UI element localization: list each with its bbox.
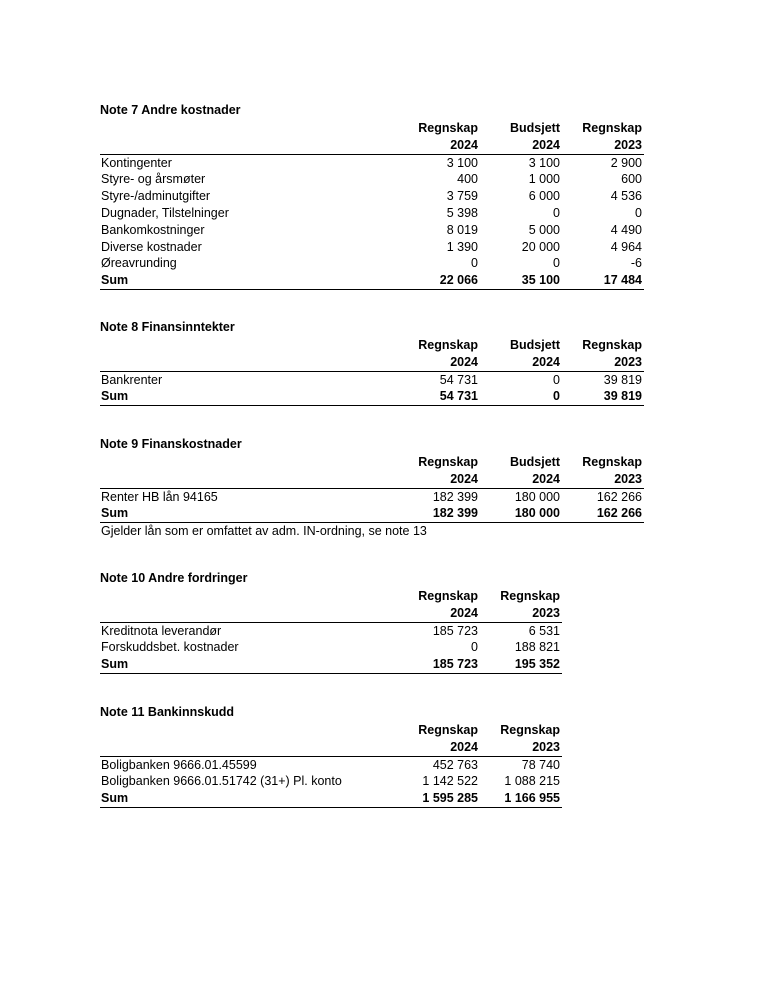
row-value: 2 900	[610, 155, 642, 170]
row-label: Kreditnota leverandør	[101, 623, 222, 638]
row-value: 5 000	[528, 222, 560, 237]
row-value: 78 740	[521, 757, 560, 772]
row-value: 0	[635, 205, 642, 220]
header-row	[100, 739, 562, 756]
sum-row	[100, 272, 644, 290]
row-value: 1 088 215	[504, 774, 560, 789]
column-header: Regnskap	[582, 338, 642, 352]
row-label: Boligbanken 9666.01.51742 (31+) Pl. konto	[101, 774, 342, 789]
table-row	[100, 639, 562, 656]
row-value: 39 819	[603, 372, 642, 387]
row-label: Forskuddsbet. kostnader	[101, 640, 239, 655]
column-header: 2024	[532, 137, 560, 152]
row-value: 0	[553, 256, 560, 271]
row-value: 3 100	[528, 155, 560, 170]
row-label: Kontingenter	[101, 155, 172, 170]
table-row	[100, 488, 644, 506]
row-value: 4 536	[610, 189, 642, 204]
column-header: Regnskap	[582, 455, 642, 469]
row-value: 400	[457, 172, 478, 187]
table-row	[100, 773, 562, 790]
column-header: Budsjett	[510, 455, 560, 469]
column-header: 2024	[450, 605, 478, 620]
header-row	[100, 588, 562, 605]
sum-label: Sum	[101, 389, 129, 404]
sum-value: 1 595 285	[422, 791, 478, 806]
row-label: Boligbanken 9666.01.45599	[101, 757, 257, 772]
row-label: Styre- og årsmøter	[101, 172, 206, 187]
row-label: Bankrenter	[101, 372, 163, 387]
row-value: 600	[621, 172, 642, 187]
note-title: Note 9 Finanskostnader	[100, 437, 242, 451]
sum-row	[100, 388, 644, 406]
header-row	[100, 354, 644, 371]
row-label: Øreavrunding	[101, 256, 177, 271]
row-value: 0	[553, 372, 560, 387]
table-row	[100, 171, 644, 188]
table-row	[100, 205, 644, 222]
row-value: 4 490	[610, 222, 642, 237]
row-label: Bankomkostninger	[101, 222, 205, 237]
column-header: Budsjett	[510, 121, 560, 135]
row-value: 6 000	[528, 189, 560, 204]
column-header: 2024	[450, 471, 478, 486]
header-row	[100, 137, 644, 154]
column-header: Regnskap	[418, 121, 478, 135]
note-title: Note 10 Andre fordringer	[100, 571, 248, 585]
column-header: Regnskap	[582, 121, 642, 135]
row-value: 4 964	[610, 239, 642, 254]
note-title: Note 11 Bankinnskudd	[100, 705, 235, 719]
sum-value: 54 731	[439, 389, 478, 404]
column-header: 2023	[614, 354, 642, 369]
sum-value: 185 723	[432, 657, 478, 672]
column-header: Budsjett	[510, 338, 560, 352]
table-row	[100, 622, 562, 640]
sum-label: Sum	[101, 657, 129, 672]
sum-value: 22 066	[439, 273, 478, 288]
row-label: Styre-/adminutgifter	[101, 189, 211, 204]
column-header: Regnskap	[418, 589, 478, 603]
sum-value: 162 266	[596, 506, 642, 521]
sum-label: Sum	[101, 506, 129, 521]
table-row	[100, 188, 644, 205]
sum-value: 17 484	[603, 273, 642, 288]
column-header: 2024	[532, 354, 560, 369]
row-value: 3 759	[446, 189, 478, 204]
header-row	[100, 471, 644, 488]
header-row	[100, 605, 562, 622]
row-label: Renter HB lån 94165	[101, 489, 218, 504]
sum-label: Sum	[101, 791, 129, 806]
column-header: Regnskap	[418, 455, 478, 469]
table-row	[100, 154, 644, 172]
column-header: Regnskap	[500, 589, 560, 603]
sum-value: 180 000	[514, 506, 560, 521]
row-value: -6	[630, 256, 642, 271]
row-value: 185 723	[432, 623, 478, 638]
table-row	[100, 239, 644, 256]
row-value: 0	[553, 205, 560, 220]
note-10	[100, 570, 562, 674]
row-value: 3 100	[446, 155, 478, 170]
row-value: 452 763	[432, 757, 478, 772]
note-9	[100, 436, 644, 540]
note-title: Note 8 Finansinntekter	[100, 320, 235, 334]
column-header: 2024	[532, 471, 560, 486]
column-header: 2024	[450, 137, 478, 152]
row-value: 162 266	[596, 489, 642, 504]
sum-value: 35 100	[521, 273, 560, 288]
row-value: 0	[471, 256, 478, 271]
column-header: 2023	[614, 137, 642, 152]
row-value: 188 821	[514, 640, 560, 655]
column-header: Regnskap	[500, 723, 560, 737]
row-label: Dugnader, Tilstelninger	[101, 205, 229, 220]
table-row	[100, 222, 644, 239]
row-value: 1 390	[446, 239, 478, 254]
sum-value: 1 166 955	[504, 791, 560, 806]
row-value: 180 000	[514, 489, 560, 504]
sum-value: 195 352	[514, 657, 560, 672]
row-value: 0	[471, 640, 478, 655]
sum-value: 39 819	[603, 389, 642, 404]
row-label: Diverse kostnader	[101, 239, 202, 254]
note-8	[100, 319, 644, 406]
column-header: 2023	[532, 739, 560, 754]
row-value: 1 000	[528, 172, 560, 187]
row-value: 5 398	[446, 205, 478, 220]
note-7	[100, 102, 644, 290]
table-row	[100, 371, 644, 389]
row-value: 1 142 522	[422, 774, 478, 789]
sum-row	[100, 790, 562, 808]
row-value: 8 019	[446, 222, 478, 237]
column-header: 2023	[614, 471, 642, 486]
table-row	[100, 756, 562, 774]
column-header: Regnskap	[418, 723, 478, 737]
sum-value: 182 399	[432, 506, 478, 521]
header-row	[100, 337, 644, 354]
note-title: Note 7 Andre kostnader	[100, 103, 241, 117]
sum-row	[100, 656, 562, 674]
row-value: 6 531	[528, 623, 560, 638]
note-11	[100, 704, 562, 808]
table-row	[100, 255, 644, 272]
column-header: 2024	[450, 354, 478, 369]
row-value: 182 399	[432, 489, 478, 504]
header-row	[100, 454, 644, 471]
row-value: 54 731	[439, 372, 478, 387]
column-header: 2024	[450, 739, 478, 754]
row-value: 20 000	[521, 239, 560, 254]
header-row	[100, 120, 644, 137]
sum-row	[100, 505, 644, 523]
footnote: Gjelder lån som er omfattet av adm. IN-ordning, se note 13	[101, 524, 427, 539]
column-header: Regnskap	[418, 338, 478, 352]
sum-label: Sum	[101, 273, 129, 288]
header-row	[100, 722, 562, 739]
sum-value: 0	[553, 389, 560, 404]
column-header: 2023	[532, 605, 560, 620]
